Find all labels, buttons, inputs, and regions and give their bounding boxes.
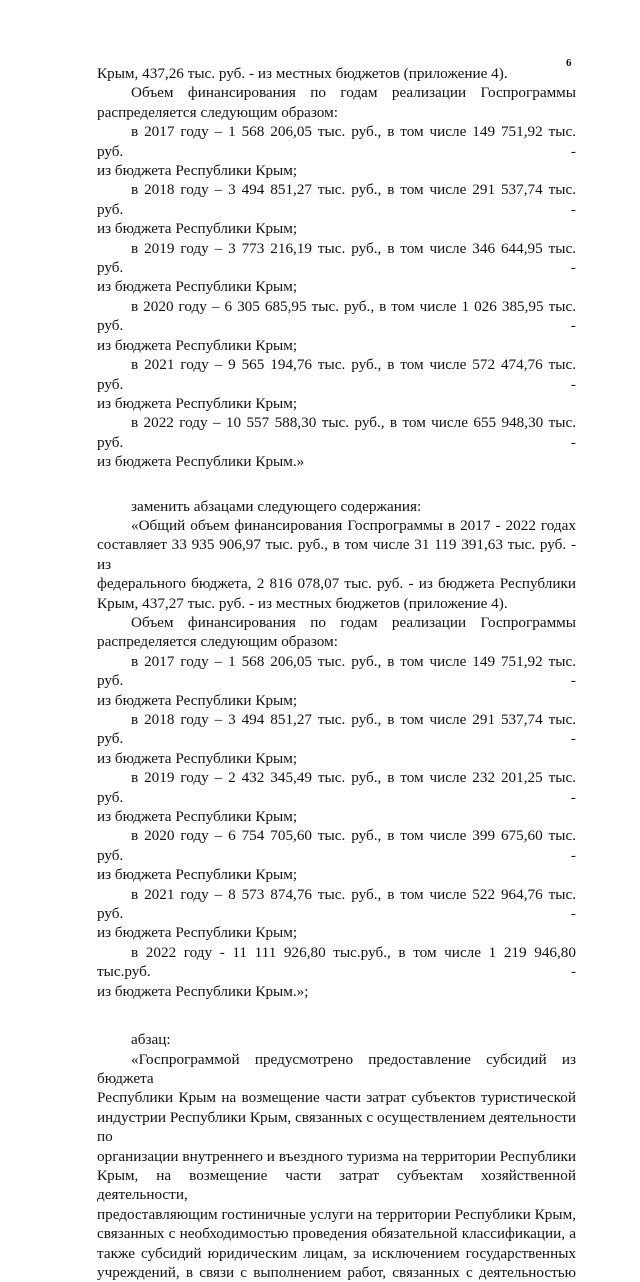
text-line: из бюджета Республики Крым; bbox=[97, 220, 298, 238]
text-line: в 2021 году – 9 565 194,76 тыс. руб., в том числе 572 474,76 тыс. руб. - bbox=[97, 356, 576, 393]
text-line: распределяется следующим образом: bbox=[97, 633, 338, 651]
text-line: в 2020 году – 6 754 705,60 тыс. руб., в том числе 399 675,60 тыс. руб. - bbox=[97, 827, 576, 864]
text-line: предоставляющим гостиничные услуги на территории Республики Крым, bbox=[97, 1205, 576, 1223]
text-line: абзац: bbox=[131, 1031, 171, 1049]
text-line: распределяется следующим образом: bbox=[97, 103, 338, 121]
text-line: организации внутреннего и въездного туризма на территории Республики bbox=[97, 1147, 576, 1165]
text-line: из бюджета Республики Крым; bbox=[97, 749, 298, 767]
text-line: из бюджета Республики Крым; bbox=[97, 162, 298, 180]
text-line: в 2019 году – 2 432 345,49 тыс. руб., в том числе 232 201,25 тыс. руб. - bbox=[97, 769, 576, 806]
paragraph-gap bbox=[97, 472, 576, 497]
text-line: федерального бюджета, 2 816 078,07 тыс. руб. - из бюджета Республики bbox=[97, 575, 576, 593]
text-line: из бюджета Республики Крым.» bbox=[97, 453, 305, 471]
text-line: из бюджета Республики Крым; bbox=[97, 336, 298, 354]
text-line: «Общий объем финансирования Госпрограммы в 2017 - 2022 годах bbox=[131, 516, 576, 534]
text-line: Крым, 437,26 тыс. руб. - из местных бюджетов (приложение 4). bbox=[97, 65, 508, 82]
text-line: связанных с необходимостью проведения обязательной классификации, а bbox=[97, 1225, 576, 1243]
text-line: в 2021 году – 8 573 874,76 тыс. руб., в том числе 522 964,76 тыс. руб. - bbox=[97, 885, 576, 923]
text-line: из бюджета Республики Крым; bbox=[97, 691, 298, 709]
text-line: из бюджета Республики Крым; bbox=[97, 866, 298, 884]
text-line: в 2018 году – 3 494 851,27 тыс. руб., в том числе 291 537,74 тыс. руб. - bbox=[97, 181, 576, 218]
text-line: в 2022 году – 10 557 588,30 тыс. руб., в том числе 655 948,30 тыс. руб. - bbox=[97, 414, 576, 451]
text-line: из бюджета Республики Крым; bbox=[97, 808, 298, 826]
text-line: заменить абзацами следующего содержания: bbox=[131, 497, 422, 515]
text-line: Крым, на возмещение части затрат субъектам хозяйственной деятельности, bbox=[97, 1166, 576, 1204]
text-line: в 2022 году - 11 111 926,80 тыс.руб., в том числе 1 219 946,80 тыс.руб. - bbox=[97, 943, 576, 981]
text-line: в 2017 году – 1 568 206,05 тыс. руб., в том числе 149 751,92 тыс. руб. - bbox=[97, 123, 576, 160]
text-line: в 2019 году – 3 773 216,19 тыс. руб., в том числе 346 644,95 тыс. руб. - bbox=[97, 239, 576, 277]
text-line: Крым, 437,27 тыс. руб. - из местных бюджетов (приложение 4). bbox=[97, 594, 508, 612]
text-line: индустрии Республики Крым, связанных с осуществлением деятельности по bbox=[97, 1108, 576, 1146]
text-line: Республики Крым на возмещение части затрат субъектов туристической bbox=[97, 1089, 576, 1107]
page-number: 6 bbox=[566, 57, 572, 69]
text-line: «Госпрограммой предусмотрено предоставление субсидий из бюджета bbox=[97, 1050, 576, 1087]
text-line: из бюджета Республики Крым; bbox=[97, 394, 298, 412]
text-line: из бюджета Республики Крым; bbox=[97, 924, 298, 942]
text-line: в 2017 году – 1 568 206,05 тыс. руб., в том числе 149 751,92 тыс. руб. - bbox=[97, 652, 576, 690]
text-line: из бюджета Республики Крым; bbox=[97, 278, 298, 296]
text-line: Объем финансирования по годам реализации Госпрограммы bbox=[131, 613, 576, 631]
text-line: в 2020 году – 6 305 685,95 тыс. руб., в том числе 1 026 385,95 тыс. руб. - bbox=[97, 297, 576, 335]
text-line: учреждений, в связи с выполнением работ, связанных с деятельностью bbox=[97, 1263, 576, 1281]
text-line: в 2018 году – 3 494 851,27 тыс. руб., в том числе 291 537,74 тыс. руб. - bbox=[97, 711, 576, 748]
document-body bbox=[97, 64, 576, 1282]
text-line: также субсидий юридическим лицам, за исключением государственных bbox=[97, 1244, 576, 1262]
text-line: из бюджета Республики Крым.»; bbox=[97, 982, 309, 1000]
text-line: составляет 33 935 906,97 тыс. руб., в том числе 31 119 391,63 тыс. руб. - из bbox=[97, 536, 576, 573]
paragraph-gap bbox=[97, 1001, 576, 1030]
text-line: Объем финансирования по годам реализации Госпрограммы bbox=[131, 84, 576, 102]
